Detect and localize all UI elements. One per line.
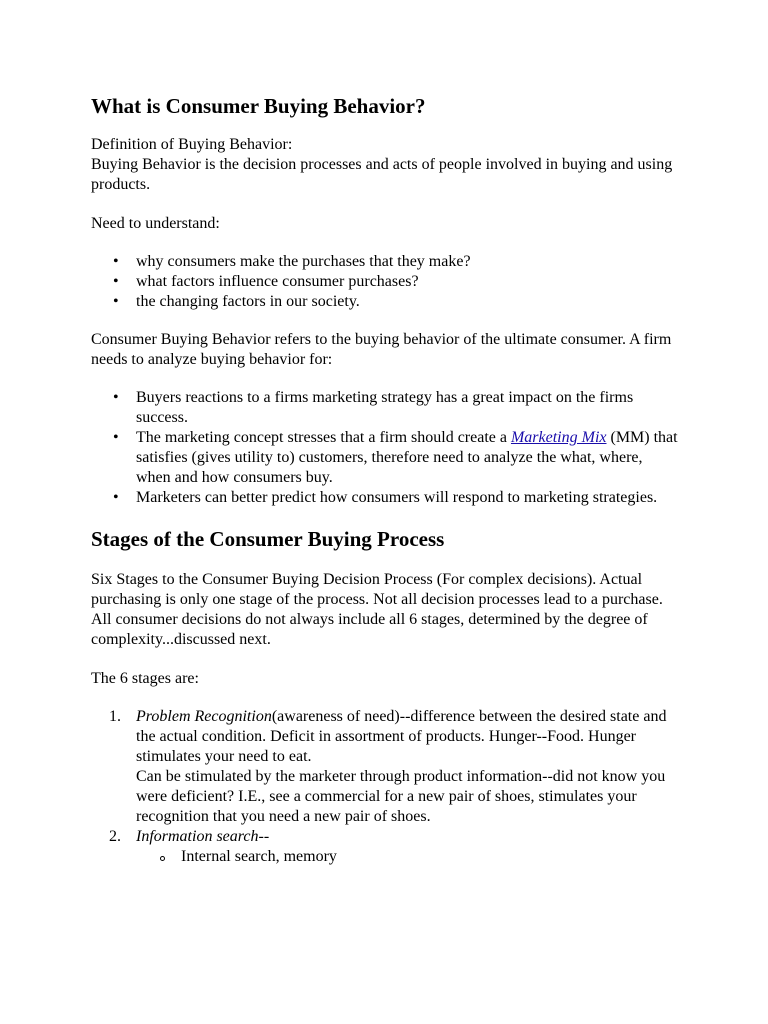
list-item	[91, 428, 681, 488]
need-list	[91, 252, 681, 312]
list-item: • why consumers make the purchases that they make?	[91, 252, 681, 272]
item-text: The marketing concept stresses that a firm should create a	[136, 429, 511, 446]
list-item: • the changing factors in our society.	[91, 292, 681, 312]
reasons-list	[91, 388, 681, 508]
page-title: What is Consumer Buying Behavior?	[91, 94, 426, 118]
need-title: Need to understand:	[91, 215, 220, 232]
list-item: • Marketers can better predict how consumers will respond to marketing strategies.	[91, 488, 681, 508]
stages-paragraph: Six Stages to the Consumer Buying Decision Process (For complex decisions). Actual purchasing is only one stage of the process. Not all decision processes lead to a purchase. All consumer decisions do not always include all 6 stages, determined by the degree of complexity...discussed next.	[91, 571, 663, 648]
stage-item	[91, 827, 681, 867]
stages-intro: The 6 stages are:	[91, 670, 199, 687]
document-content	[91, 93, 681, 867]
stage-text: (awareness of need)--difference between the desired state and the actual condition. Deficit in assortment of products. Hunger--Food. Hunger stimulates your need to eat.	[136, 708, 667, 765]
stage-title: Problem Recognition	[136, 708, 272, 725]
sub-list-item	[136, 847, 681, 867]
stage-item	[91, 707, 681, 827]
sub-list	[136, 847, 681, 867]
item-number: 1.	[109, 708, 121, 725]
circle-bullet-icon	[160, 856, 165, 861]
marketing-mix-link[interactable]: Marketing Mix	[510, 429, 607, 446]
list-item: • what factors influence consumer purchases?	[91, 272, 681, 292]
definition-text: Buying Behavior is the decision processes and acts of people involved in buying and using products.	[91, 156, 673, 193]
stage-text: Can be stimulated by the marketer through product information--did not know you were deficient? I.E., see a commercial for a new pair of shoes, stimulates your recognition that you need a new pair of shoes.	[136, 768, 666, 825]
definition-title: Definition of Buying Behavior:	[91, 136, 293, 153]
section-heading: Stages of the Consumer Buying Process	[91, 527, 445, 551]
stages-list	[91, 707, 681, 867]
stage-title: Information search--	[136, 828, 270, 845]
item-text: (MM) that satisfies (gives utility to) customers, therefore need to analyze the what, where, when and how consumers buy.	[136, 429, 678, 486]
item-number: 2.	[109, 828, 121, 845]
list-item: • Buyers reactions to a firms marketing strategy has a great impact on the firms success.	[91, 388, 681, 428]
sub-item-text: Internal search, memory	[181, 848, 337, 865]
cbb-paragraph: Consumer Buying Behavior refers to the buying behavior of the ultimate consumer. A firm needs to analyze buying behavior for:	[91, 331, 672, 368]
